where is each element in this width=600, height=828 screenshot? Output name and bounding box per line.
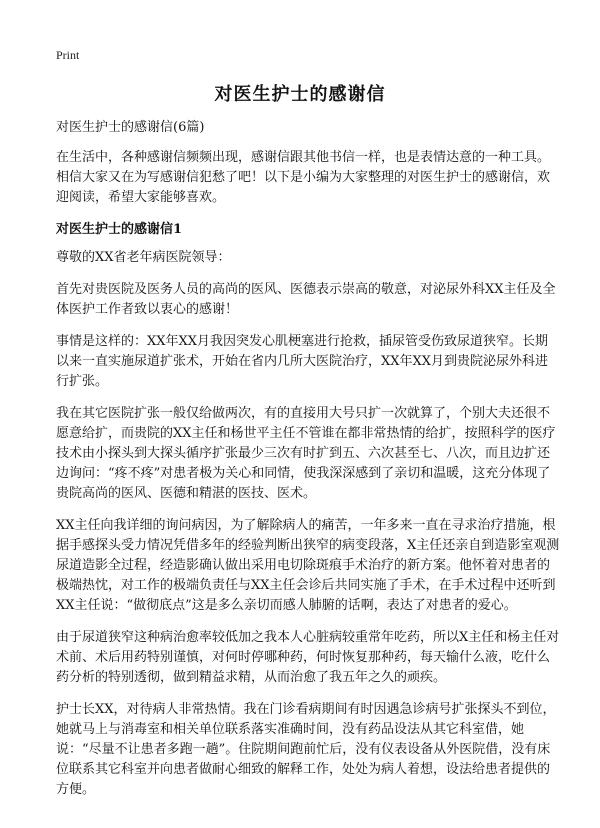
section-heading: 对医生护士的感谢信1 [56, 222, 183, 237]
body-paragraph-4: XX主任向我详细的询问病因，为了解除病人的痛苦，一年多来一直在寻求治疗措施，根据手感探头受力情况凭借多年的经验判断出狭窄的病变段落，X主任还亲自到造影室观测尿道造影全过程，经造影确认做出采用电切除斑痕手术治疗的新方案。他怀着对患者的极端热忱，对工作的极端负责任与XX主任会诊后共同实施了手术，在手术过程中还听到XX主任说：“做彻底点”这是多么亲切而感人肺腑的话啊，表达了对患者的爱心。 [56, 518, 560, 613]
body-paragraph-6: 护士长XX，对待病人非常热情。我在门诊看病期间有时因遇急诊病号扩张探头不到位，她就马上与消毒室和相关单位联系落实准确时间，没有药品设法从其它科室借，她说：“尽量不让患者多跑一趟”。住院期间跑前忙后，没有仪表设备从外医院借，没有床位联系其它科室并向患者做耐心细致的解释工作，处处为病人着想，设法给患者提供的方便。 [56, 702, 556, 797]
letter-greeting: 尊敬的XX省老年病医院领导： [56, 250, 231, 265]
body-paragraph-1: 首先对贵医院及医务人员的高尚的医风、医德表示崇高的敬意，对泌尿外科XX主任及全体医护工作者致以衷心的感谢！ [56, 282, 556, 317]
document-body [56, 118, 560, 812]
document-subtitle: 对医生护士的感谢信(6篇) [56, 120, 205, 135]
body-paragraph-2: 事情是这样的：XX年XX月我因突发心肌梗塞进行抢救，插尿管受伤致尿道狭窄。长期以来一直实施尿道扩张术，开始在省内几所大医院治疗，XX年XX月到贵院泌尿外科进行扩张。 [56, 334, 549, 389]
print-link[interactable]: Print [56, 48, 80, 62]
body-paragraph-5: 由于尿道狭窄这种病治愈率较低加之我本人心脏病较重常年吃药，所以X主任和杨主任对术前、术后用药特别谨慎，对何时停哪种药，何时恢复那种药，每天输什么液，吃什么药分析的特别透彻，做到精益求精，从而治愈了我五年之久的顽疾。 [56, 630, 560, 685]
document-title: 对医生护士的感谢信 [214, 84, 386, 105]
body-paragraph-3: 我在其它医院扩张一般仅给做两次，有的直接用大号只扩一次就算了，个别大夫还很不愿意给扩，而贵院的XX主任和杨世平主任不管谁在都非常热情的给扩，按照科学的医疗技术由小探头到大探头循序扩张最少三次有时扩到五、六次甚至七、八次，而且边扩还边询问：“疼不疼”对患者极为关心和同情，使我深深感到了亲切和温暖，这充分体现了贵院高尚的医风、医德和精湛的医技、医术。 [56, 406, 556, 501]
intro-paragraph: 在生活中，各种感谢信频频出现，感谢信跟其他书信一样，也是表情达意的一种工具。相信大家又在为写感谢信犯愁了吧！以下是小编为大家整理的对医生护士的感谢信，欢迎阅读，希望大家能够喜欢。 [56, 150, 551, 205]
